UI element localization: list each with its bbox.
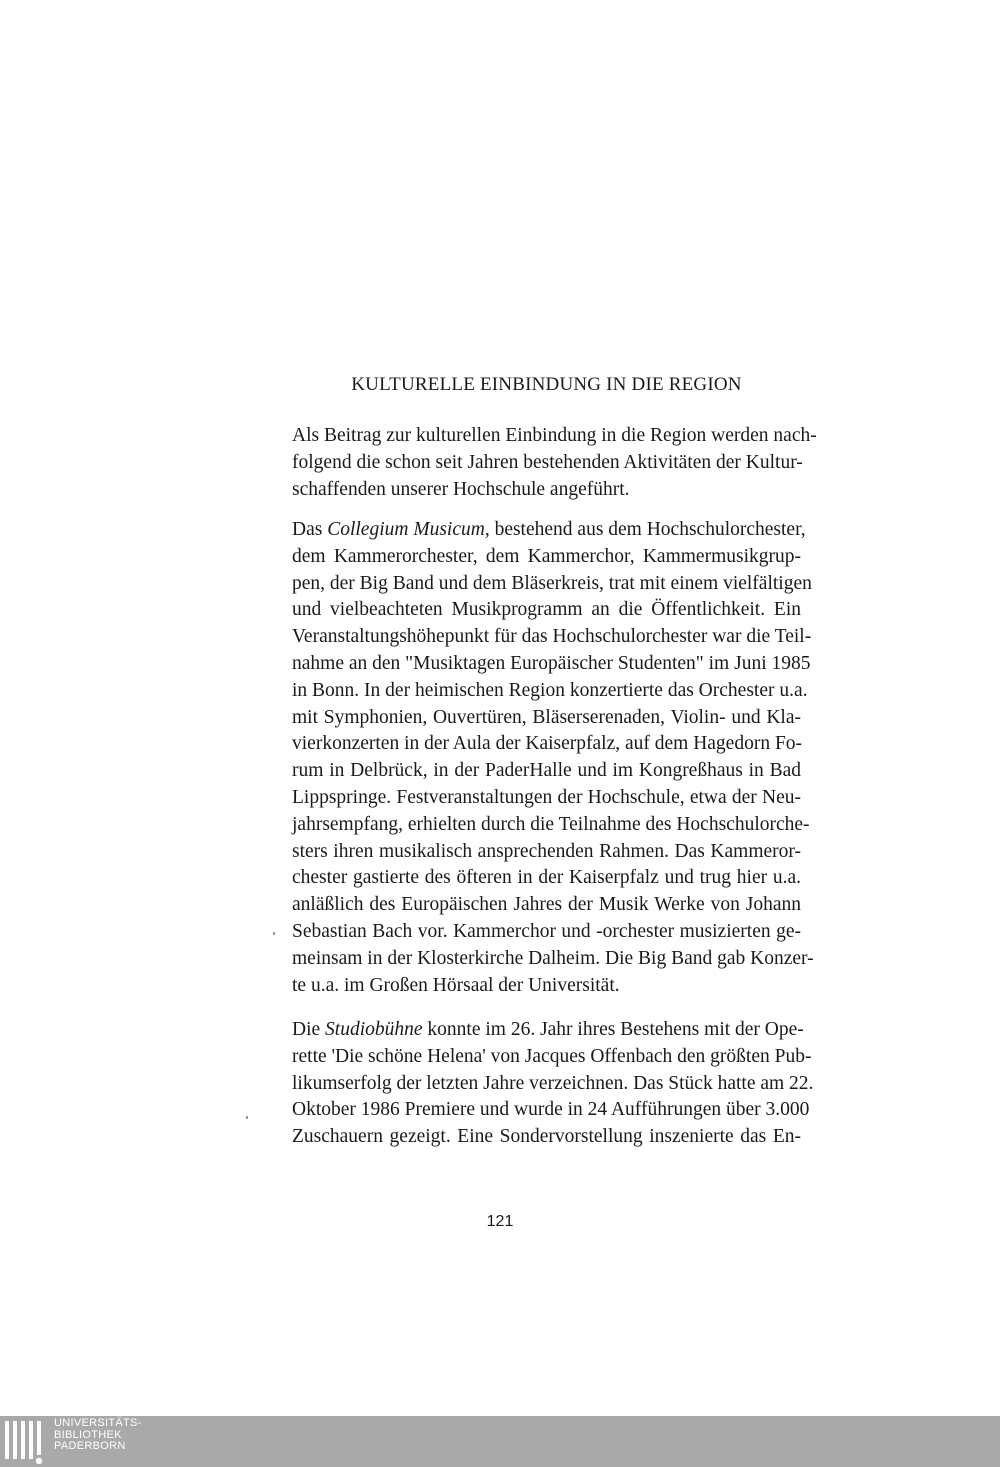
paragraph-intro [292, 423, 817, 503]
text-run: Die [292, 1019, 326, 1040]
text-line: meinsam in der Klosterkirche Dalheim. Die Big Band gab Konzer- [292, 947, 814, 969]
paragraph-collegium-musicum [292, 517, 814, 999]
text-line: Zuschauern gezeigt. Eine Sondervorstellung inszenierte das En- [292, 1126, 801, 1148]
text-line: pen, der Big Band und dem Bläserkreis, trat mit einem vielfältigen [292, 572, 812, 594]
text-line: Oktober 1986 Premiere und wurde in 24 Aufführungen über 3.000 [292, 1099, 810, 1121]
page-number: 121 [486, 1213, 514, 1230]
library-name [54, 1418, 142, 1453]
italic-term: Collegium Musicum [327, 519, 485, 540]
italic-term: Studiobühne [325, 1019, 423, 1040]
scan-speck [273, 932, 275, 935]
text-line: Sebastian Bach vor. Kammerchor und -orchester musizierten ge- [292, 920, 801, 942]
text-line: folgend die schon seit Jahren bestehenden Aktivitäten der Kultur- [292, 451, 803, 473]
text-line: dem Kammerorchester, dem Kammerchor, Kammermusikgrup- [292, 545, 801, 567]
text-line: Lippspringe. Festveranstaltungen der Hochschule, etwa der Neu- [292, 786, 801, 808]
text-line: mit Symphonien, Ouvertüren, Bläserserenaden, Violin- und Kla- [292, 706, 801, 728]
text-line: in Bonn. In der heimischen Region konzertierte das Orchester u.a. [292, 679, 808, 701]
text-line: jahrsempfang, erhielten durch die Teilnahme des Hochschulorche- [292, 813, 810, 835]
section-heading: KULTURELLE EINBINDUNG IN DIE REGION [351, 374, 742, 395]
text-line: chester gastierte des öfteren in der Kaiserpfalz und trug hier u.a. [292, 867, 801, 889]
text-run: konnte im 26. Jahr ihres Bestehens mit der Ope- [422, 1019, 804, 1040]
scan-speck [246, 1116, 248, 1119]
text-line: te u.a. im Großen Hörsaal der Universität. [292, 974, 620, 996]
text-line [292, 1017, 804, 1044]
text-line: rette 'Die schöne Helena' von Jacques Offenbach den größten Pub- [292, 1045, 812, 1067]
text-run: , bestehend aus dem Hochschulorchester, [484, 519, 806, 540]
text-line: rum in Delbrück, in der PaderHalle und im Kongreßhaus in Bad [292, 760, 801, 782]
library-name-line: UNIVERSITÄTS- [54, 1417, 142, 1429]
library-footer-bar [0, 1416, 1000, 1467]
text-line [292, 517, 806, 544]
library-name-line: BIBLIOTHEK [54, 1428, 122, 1441]
library-name-line: PADERBORN [54, 1440, 126, 1452]
text-line: anläßlich des Europäischen Jahres der Musik Werke von Johann [292, 894, 801, 916]
paragraph-studiobuehne [292, 1017, 814, 1151]
text-line: Veranstaltungshöhepunkt für das Hochschulorchester war die Teil- [292, 626, 812, 648]
text-line: nahme an den "Musiktagen Europäischer Studenten" im Juni 1985 [292, 652, 811, 674]
text-line: Als Beitrag zur kulturellen Einbindung in die Region werden nach- [292, 425, 817, 446]
text-line: sters ihren musikalisch ansprechenden Rahmen. Das Kammeror- [292, 840, 801, 862]
text-line: likumserfolg der letzten Jahre verzeichnen. Das Stück hatte am 22. [292, 1072, 814, 1094]
text-line: vierkonzerten in der Aula der Kaiserpfalz, auf dem Hagedorn Fo- [292, 733, 803, 755]
text-line: und vielbeachteten Musikprogramm an die Öffentlichkeit. Ein [292, 599, 801, 621]
text-line: schaffenden unserer Hochschule angeführt. [292, 478, 630, 500]
library-barcode-logo-icon [2, 1419, 48, 1465]
text-run: Das [292, 519, 328, 540]
